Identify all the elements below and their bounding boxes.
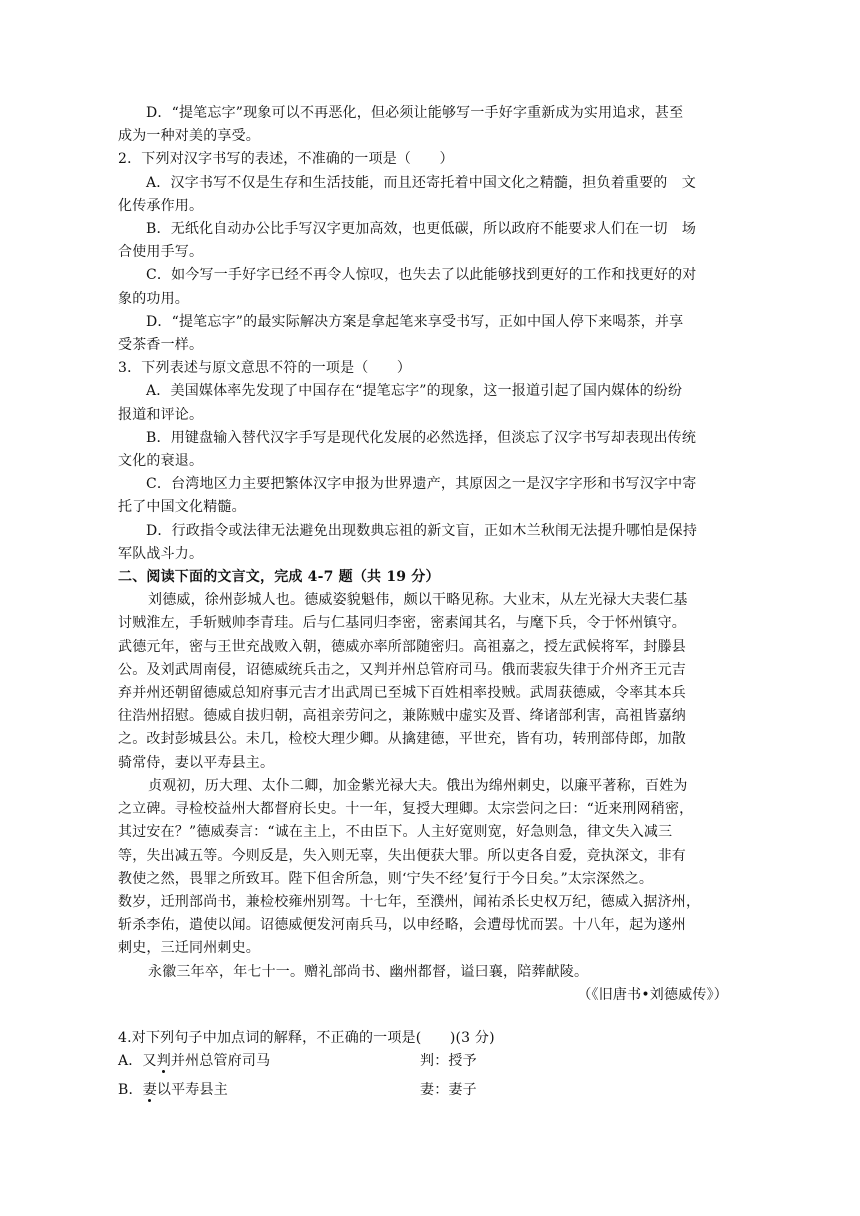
q4-option-a-post: 并州总管府司马 [170, 1053, 271, 1070]
q3-option-b-line2: 文化的衰退。 [118, 453, 204, 470]
q4-option-a-gloss: 判：授予 [420, 1053, 477, 1070]
passage-para2-line: 斩杀李佑，遣使以闻。诏德威便发河南兵马，以申经略，会遭母忧而罢。十八年，起为遂州 [118, 917, 686, 934]
q3-option-d-line2: 军队战斗力。 [118, 545, 204, 562]
q2-option-b-line2: 合使用手写。 [118, 244, 204, 261]
passage-para1-line: 往浩州招慰。德威自拔归朝，高祖亲劳问之，兼陈贼中虚实及晋、绛诸部利害，高祖皆嘉纳 [118, 708, 686, 725]
passage-para1-line: 之。改封彭城县公。未几，检校大理少卿。从擒建德，平世充，皆有功，转刑部侍郎，加散 [118, 731, 686, 748]
passage-source: （《旧唐书•刘德威传》） [577, 986, 728, 1003]
passage-para1-line: 公。及刘武周南侵，诏德威统兵击之，又判并州总管府司马。俄而裴寂失律于介州齐王元吉 [118, 661, 686, 678]
q4-option-b-post: 以平寿县主 [156, 1082, 228, 1099]
passage-para2-line: 数岁，迁刑部尚书，兼检校雍州别驾。十七年，至濮州，闻祐杀长史权万纪，德威入据济州， [118, 893, 701, 910]
q4-option-b-dotted-word: 妻 [142, 1082, 157, 1099]
passage-para2-line: 等，失出减五等。今则反是，失入则无辜，失出便获大罪。所以吏各自爱，竞执深文，非有 [118, 847, 686, 864]
passage-para2-line: 刺史，三迁同州刺史。 [118, 940, 260, 957]
q3-option-a-line1: A．美国媒体率先发现了中国存在“提笔忘字”的现象，这一报道引起了国内媒体的纷纷 [146, 383, 683, 400]
q4-option-b-sentence [118, 1079, 420, 1102]
q3-stem: 3．下列表述与原文意思不符的一项是（ ） [118, 360, 412, 377]
q2-option-b-line1: B．无纸化自动办公比手写汉字更加高效，也更低碳，所以政府不能要求人们在一切 场 [146, 221, 697, 238]
passage-para1-line: 骑常侍，妻以平寿县主。 [118, 754, 275, 771]
q2-option-c-line1: C．如今写一手好字已经不再令人惊叹，也失去了以此能够找到更好的工作和找更好的对 [146, 267, 697, 284]
passage-para3: 永徽三年卒，年七十一。赠礼部尚书、幽州都督，谥曰襄，陪葬献陵。 [148, 963, 589, 980]
passage-para1-line: 弃并州还朝留德威总知府事元吉才出武周已至城下百姓相率投贼。武周获德威，令率其本兵 [118, 685, 686, 702]
q4-option-a-dotted-word: 判 [156, 1053, 171, 1070]
q3-option-a-line2: 报道和评论。 [118, 406, 204, 423]
q4-option-b-gloss: 妻：妻子 [420, 1082, 477, 1099]
q3-option-b-line1: B．用键盘输入替代汉字手写是现代化发展的必然选择，但淡忘了汉字书写却表现出传统 [146, 429, 697, 446]
q2-stem: 2．下列对汉字书写的表述，不准确的一项是（ ） [118, 151, 454, 168]
q2-option-d-line2: 受茶香一样。 [118, 337, 204, 354]
q4-option-b-pre: B． [118, 1082, 143, 1099]
q3-option-c-line2: 托了中国文化精髓。 [118, 499, 246, 516]
q4-option-a-sentence [118, 1050, 420, 1073]
q1-option-d-line1: D．“提笔忘字”现象可以不再恶化，但必须让能够写一手好字重新成为实用追求，甚至 [146, 105, 684, 121]
document-page [118, 102, 740, 1103]
passage-para1-line: 刘德威，徐州彭城人也。德威姿貌魁伟，颇以干略见称。大业末，从左光禄大夫裴仁基 [148, 592, 688, 609]
q3-option-c-line1: C．台湾地区力主要把繁体汉字申报为世界遗产，其原因之一是汉字字形和书写汉字中寄 [146, 476, 697, 493]
q4-stem: 4.对下列句子中加点词的解释，不正确的一项是( )(3 分) [118, 1029, 495, 1046]
q2-option-d-line1: D．“提笔忘字”的最实际解决方案是拿起笔来享受书写，正如中国人停下来喝茶，并享 [146, 313, 684, 330]
q3-option-d-line1: D．行政指令或法律无法避免出现数典忘祖的新文盲，正如木兰秋闱无法提升哪怕是保持 [146, 522, 698, 539]
q1-option-d-line2: 成为一种对美的享受。 [118, 128, 260, 145]
q4-option-a [118, 1050, 740, 1073]
q4-option-a-pre: A．又 [118, 1053, 157, 1070]
passage-para2-line: 其过安在？”德威奏言：“诚在主上，不由臣下。人主好宽则宽，好急则急，律文失入减三 [118, 824, 673, 841]
passage-para1-line: 武德元年，密与王世充战败入朝，德威亦率所部随密归。高祖嘉之，授左武候将军，封滕县 [118, 638, 686, 655]
passage-para2-line: 贞观初，历大理、太仆二卿，加金紫光禄大夫。俄出为绵州刺史，以廉平著称，百姓为 [148, 777, 688, 794]
passage-para2-line: 之立碑。寻检校益州大都督府长史。十一年，复授大理卿。太宗尝问之曰：“近来刑网稍密， [118, 801, 694, 818]
q2-option-a-line1: A．汉字书写不仅是生存和生活技能，而且还寄托着中国文化之精髓，担负着重要的 文 [146, 174, 696, 191]
passage-para1-line: 讨贼淮左，手斩贼帅李青珪。后与仁基同归李密，密素闻其名，与麾下兵，令于怀州镇守。 [118, 615, 686, 632]
section2-heading: 二、阅读下面的文言文，完成 4-7 题（共 19 分） [118, 569, 440, 586]
passage-para2-line: 教使之然，畏罪之所致耳。陛下但舍所急，则‘宁失不经’复行于今日矣。”太宗深然之。 [118, 870, 654, 887]
q4-option-b [118, 1079, 740, 1102]
q2-option-c-line2: 象的功用。 [118, 290, 189, 307]
q2-option-a-line2: 化传承作用。 [118, 197, 204, 214]
